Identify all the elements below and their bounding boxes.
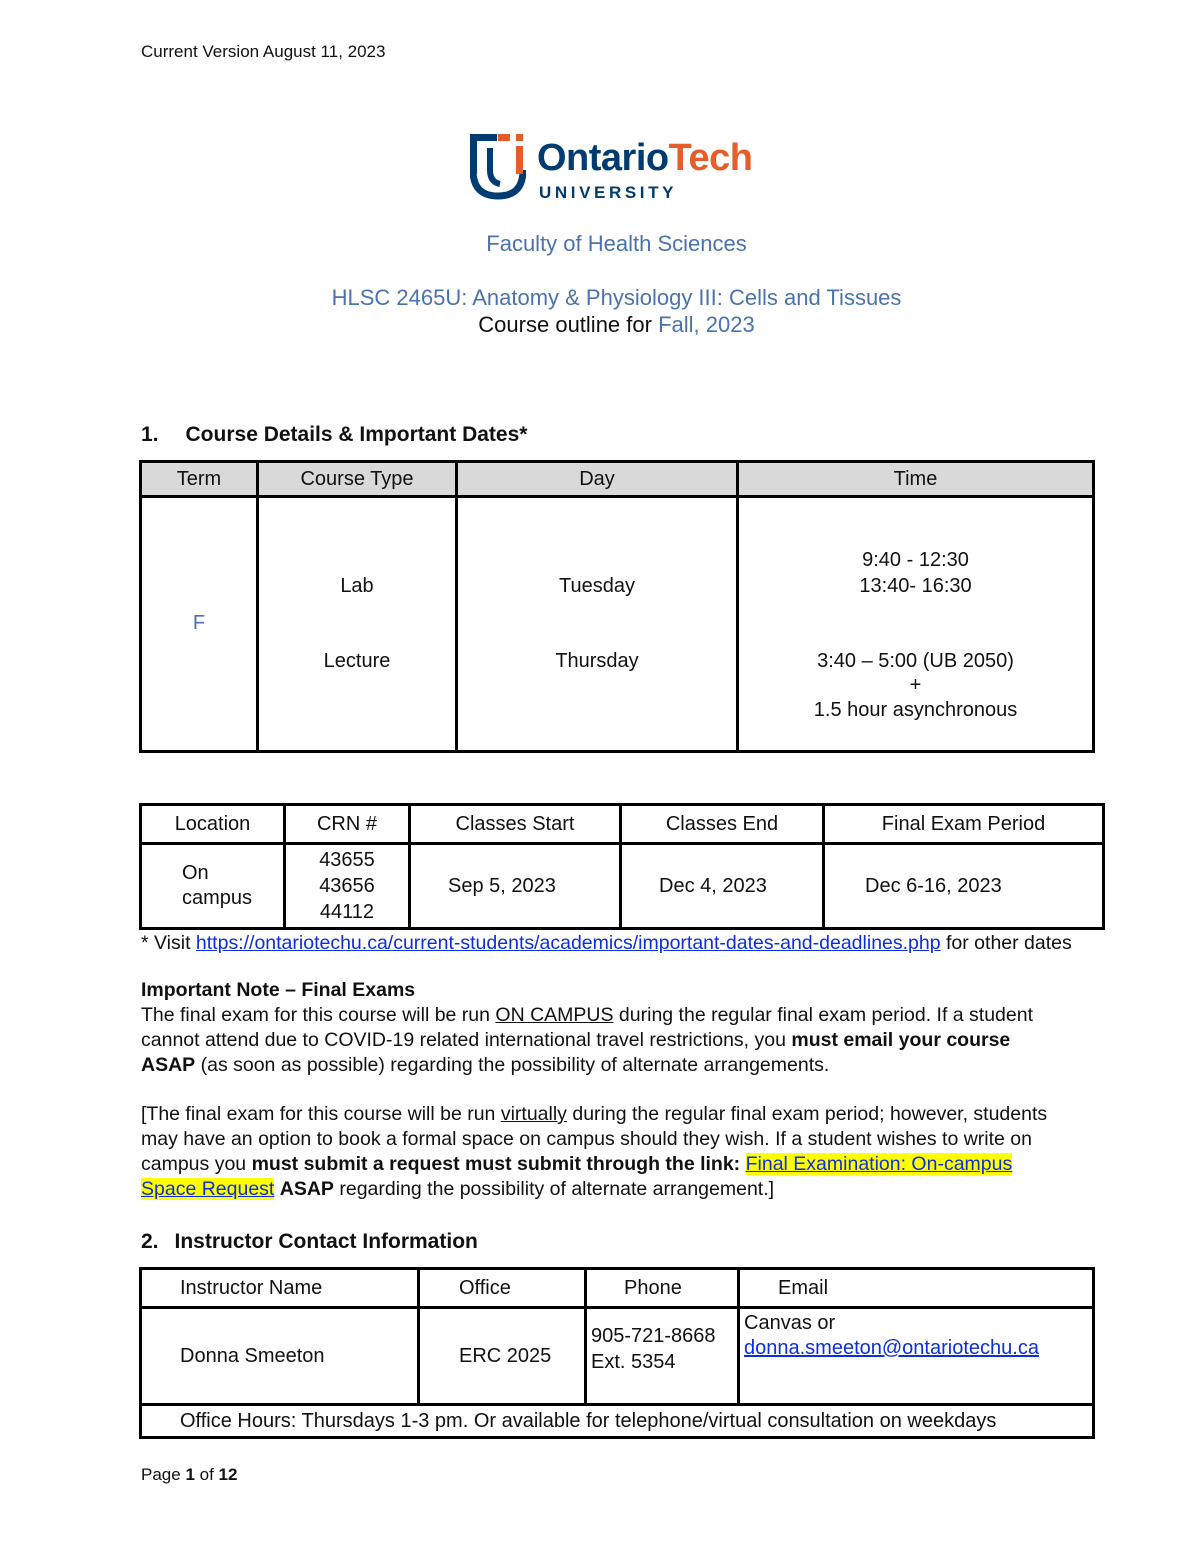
col-header-location: Location xyxy=(141,805,285,844)
class-dates-table xyxy=(139,803,1105,930)
logo-wordmark: OntarioTech xyxy=(537,137,753,179)
course-outline-line: Course outline for Fall, 2023 xyxy=(478,312,755,337)
instructor-name-cell: Donna Smeeton xyxy=(141,1308,419,1405)
classes-end-cell: Dec 4, 2023 xyxy=(621,844,824,929)
col-header-crn: CRN # xyxy=(285,805,410,844)
col-header-phone: Phone xyxy=(586,1269,739,1308)
classes-start-cell: Sep 5, 2023 xyxy=(410,844,621,929)
table-header-row xyxy=(141,1269,1094,1308)
note-heading: Important Note – Final Exams xyxy=(141,979,416,1001)
col-header-term: Term xyxy=(141,462,258,497)
visit-line: * Visit https://ontariotechu.ca/current-students/academics/important-dates-and-deadlines.php for other dates xyxy=(141,932,1072,954)
page-number-footer: Page 1 of 12 xyxy=(141,1465,238,1484)
course-details-table xyxy=(139,460,1095,753)
table-row xyxy=(141,844,1104,929)
section1-heading: 1. Course Details & Important Dates* xyxy=(141,423,528,446)
col-header-course-type: Course Type xyxy=(258,462,457,497)
final-exam-cell: Dec 6-16, 2023 xyxy=(824,844,1104,929)
col-header-time: Time xyxy=(738,462,1094,497)
course-type-cell: Lab Lecture xyxy=(258,497,457,752)
table-row xyxy=(141,1308,1094,1405)
col-header-office: Office xyxy=(419,1269,586,1308)
exam-space-request-link[interactable]: Final Examination: On-campus Space Request xyxy=(141,1153,1013,1200)
col-header-email: Email xyxy=(739,1269,1094,1308)
instructor-email-link[interactable]: donna.smeeton@ontariotechu.ca xyxy=(744,1337,1039,1359)
phone-cell: 905-721-8668 Ext. 5354 xyxy=(586,1308,739,1405)
term-cell: F xyxy=(141,497,258,752)
col-header-instructor-name: Instructor Name xyxy=(141,1269,419,1308)
version-header: Current Version August 11, 2023 xyxy=(141,42,386,61)
important-dates-link[interactable]: https://ontariotechu.ca/current-students/academics/important-dates-and-deadlines.php xyxy=(195,932,941,954)
instructor-contact-table xyxy=(139,1267,1095,1439)
col-header-day: Day xyxy=(457,462,738,497)
col-header-classes-start: Classes Start xyxy=(410,805,621,844)
col-header-classes-end: Classes End xyxy=(621,805,824,844)
email-cell: Canvas or donna.smeeton@ontariotechu.ca xyxy=(739,1308,1094,1405)
table-header-row xyxy=(141,462,1094,497)
office-hours-cell: Office Hours: Thursdays 1-3 pm. Or available for telephone/virtual consultation on weekdays xyxy=(141,1405,1094,1438)
faculty-name: Faculty of Health Sciences xyxy=(486,231,747,256)
logo-university: UNIVERSITY xyxy=(539,183,678,202)
note-paragraph-2: [The final exam for this course will be run virtually during the regular final exam period; however, students may have an option to book a formal space on campus should they wish. If a student wishes to write on campus you must submit a request must submit through the link: Final Examination: On-campus Space Request ASAP regarding the possibility of alternate arrangement.] xyxy=(141,1103,1048,1200)
course-title: HLSC 2465U: Anatomy & Physiology III: Cells and Tissues xyxy=(331,285,902,310)
table-row xyxy=(141,497,1094,752)
office-cell: ERC 2025 xyxy=(419,1308,586,1405)
col-header-final-exam: Final Exam Period xyxy=(824,805,1104,844)
time-cell: 9:40 - 12:30 13:40- 16:30 3:40 – 5:00 (UB 2050) + 1.5 hour asynchronous xyxy=(738,497,1094,752)
note-paragraph-1: The final exam for this course will be run ON CAMPUS during the regular final exam period. If a student cannot attend due to COVID-19 related international travel restrictions, you must email your course ASAP (as soon as possible) regarding the possibility of alternate arrangements. xyxy=(141,1004,1034,1076)
table-row xyxy=(141,1405,1094,1438)
crn-cell: 43655 43656 44112 xyxy=(285,844,410,929)
day-cell: Tuesday Thursday xyxy=(457,497,738,752)
location-cell: On campus xyxy=(141,844,285,929)
section2-heading: 2. Instructor Contact Information xyxy=(141,1230,478,1253)
ontario-tech-logo-mark xyxy=(470,134,526,200)
table-header-row xyxy=(141,805,1104,844)
